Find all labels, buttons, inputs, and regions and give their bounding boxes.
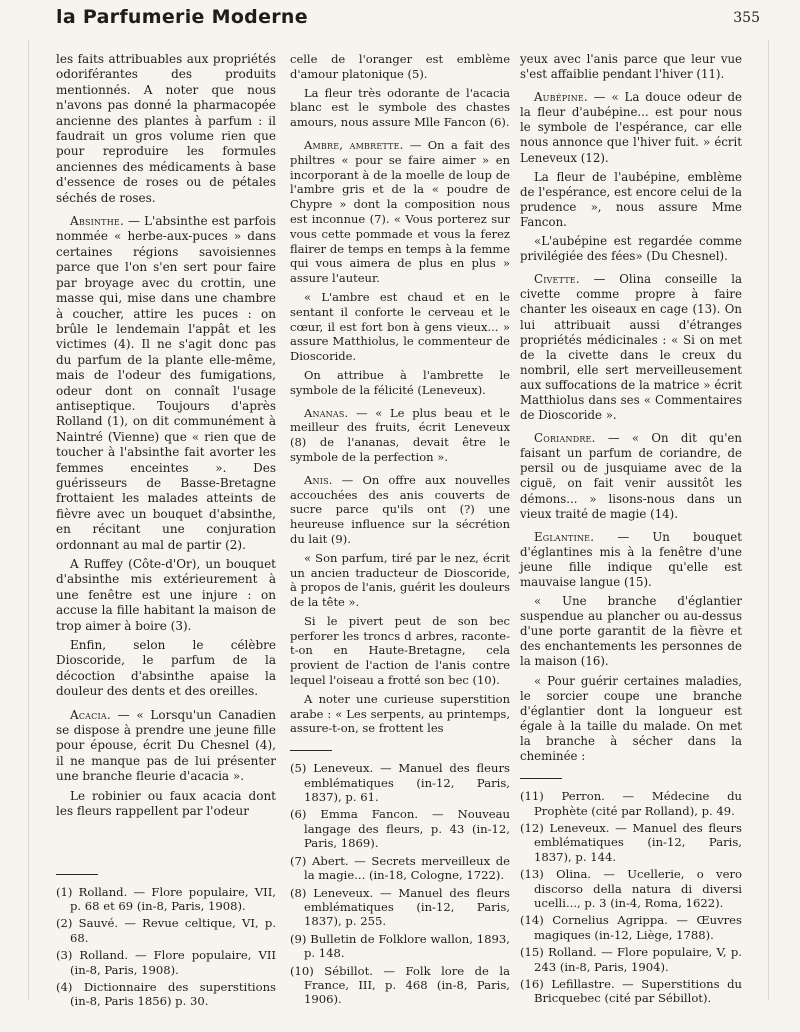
footnote: (4) Dictionnaire des superstitions (in-8, Paris 1856) p. 30.	[56, 979, 276, 1009]
footnote: (5) Leneveux. — Manuel des fleurs emblématiques (in-12, Paris, 1837), p. 61.	[290, 761, 510, 805]
entry-aubepine	[520, 90, 742, 165]
footnote: (3) Rolland. — Flore populaire, VII (in-8, Paris, 1908).	[56, 948, 276, 977]
footnote: (12) Leneveux. — Manuel des fleurs emblématiques (in-12, Paris, 1837), p. 144.	[520, 820, 742, 864]
paragraph: A noter une curieuse superstition arabe : « Les serpents, au printemps, assure-t-on, se frottent les	[290, 691, 510, 736]
text-column-2	[290, 52, 510, 1010]
entry-heading: Ananas.	[304, 405, 349, 420]
paragraph: La fleur de l'aubépine, emblème de l'espérance, est encore celui de la prudence », nous assure Mme Fancon.	[520, 169, 742, 229]
paragraph: Le robinier ou faux acacia dont les fleurs rappellent par l'odeur	[56, 788, 276, 819]
entry-text: — On offre aux nouvelles accouchées des anis couverts de sucre parce qu'ils ont (?) une heureuse influence sur la sécrétion du lait (9).	[290, 472, 510, 546]
entry-eglantine	[520, 530, 742, 590]
entry-text: — Olina conseille la civette comme propre à faire chanter les oiseaux en cage (13). On lui attribuait aussi d'étranges propriétés médicinales : « Si on met de la civette dans le creux du nombril, elle sert merveilleusement aux suffocations de la matrice » écrit Matthiolus dans ses « Commentaires de Dioscoride ».	[520, 272, 742, 423]
entry-anis	[290, 473, 510, 547]
journal-title: la Parfumerie Moderne	[56, 6, 308, 28]
entry-heading: Eglantine.	[534, 529, 595, 544]
paragraph: « Une branche d'églantier suspendue au plancher ou au-dessus d'une porte garantit de la fièvre et des enchantements les personnes de la maison (16).	[520, 594, 742, 669]
footnotes	[520, 778, 742, 1006]
footnote: (10) Sébillot. — Folk lore de la France, III, p. 468 (in-8, Paris, 1906).	[290, 963, 510, 1007]
paragraph: celle de l'oranger est emblème d'amour platonique (5).	[290, 52, 510, 81]
entry-text: — « Lorsqu'un Canadien se dispose à prendre une jeune fille pour épouse, écrit Du Chesnel (4), il ne manque pas de lui présenter une branche fleurie d'acacia ».	[56, 707, 276, 784]
entry-text: — « La douce odeur de la fleur d'aubépine... est pour nous le symbole de l'espérance, car elle nous annonce que l'hiver fuit. » écrit Leneveux (12).	[520, 90, 742, 165]
paragraph: « Son parfum, tiré par le nez, écrit un ancien traducteur de Dioscoride, à propos de l'anis, guérit les douleurs de la tête ».	[290, 550, 510, 610]
text-column-3	[520, 52, 742, 1009]
footnote: (6) Emma Fancon. — Nouveau langage des fleurs, p. 43 (in-12, Paris, 1869).	[290, 807, 510, 851]
entry-heading: Aubépine.	[534, 90, 588, 105]
footnote: (7) Abert. — Secrets merveilleux de la magie... (in-18, Cologne, 1722).	[290, 853, 510, 883]
footnote: (13) Olina. — Ucellerie, o vero discorso della natura di diversi ucelli..., p. 3 (in-4, Roma, 1622).	[520, 867, 742, 910]
footnote: (14) Cornelius Agrippa. — Œuvres magiques (in-12, Liège, 1788).	[520, 913, 742, 942]
paragraph: Enfin, selon le célèbre Dioscoride, le parfum de la décoction d'absinthe apaise la douleur des dents et des oreilles.	[56, 638, 276, 699]
entry-heading: Civette.	[534, 272, 580, 287]
footnote-rule	[290, 750, 332, 751]
footnote: (11) Perron. — Médecine du Prophète (cité par Rolland), p. 49.	[520, 789, 742, 818]
page-edge-right	[768, 40, 769, 1000]
paragraph: « L'ambre est chaud et en le sentant il conforte le cerveau et le cœur, il est fort bon à gens vieux... » assure Matthiolus, le commenteur de Dioscoride.	[290, 289, 510, 364]
footnote-rule	[520, 778, 562, 779]
entry-heading: Coriandre.	[534, 431, 596, 446]
entry-heading: Absinthe.	[70, 214, 124, 229]
paragraph: Si le pivert peut de son bec perforer les troncs d arbres, raconte-t-on en Haute-Bretagne, cela provient de l'action de l'anis contre lequel l'oiseau a frotté son bec (10).	[290, 613, 510, 688]
entry-heading: Acacia.	[70, 707, 111, 722]
entry-acacia	[56, 708, 276, 785]
entry-civette	[520, 272, 742, 423]
footnote: (8) Leneveux. — Manuel des fleurs emblématiques (in-12, Paris, 1837), p. 255.	[290, 885, 510, 929]
footnotes	[56, 874, 276, 1009]
page-edge-left	[28, 40, 29, 1000]
entry-text: — Un bouquet d'églantines mis à la fenêtre d'une jeune fille indique qu'elle est mauvaise langue (15).	[520, 529, 742, 589]
entry-ananas	[290, 406, 510, 465]
footnote: (9) Bulletin de Folklore wallon, 1893, p. 148.	[290, 931, 510, 961]
entry-text: — L'absinthe est parfois nommée « herbe-aux-puces » dans certaines régions savoisiennes parce que l'on s'en sert pour faire par broyage avec du crottin, une masse qui, mise dans une chambre à coucher, attire les puces : on brûle le lendemain l'appât et les victimes (4). Il ne s'agit donc pas du parfum de la plante elle-même, mais de l'odeur des fumigations, odeur dont on connaît l'usage antiseptique. Toujours d'après Rolland (1), on dit communément à Naintré (Vienne) que « rien que de toucher à l'absinthe fait avorter les femmes enceintes ». Des guérisseurs de Basse-Bretagne frottaient les malades atteints de fièvre avec un bouquet d'absinthe, en récitant une conjuration ordonnant au mal de partir (2).	[56, 214, 276, 552]
paragraph: «L'aubépine est regardée comme privilégiée des fées» (Du Chesnel).	[520, 234, 742, 264]
paragraph: les faits attribuables aux propriétés odoriférantes des produits mentionnés. A noter que nous n'avons pas donné la pharmacopée ancienne des plantes à parfum : il faudrait un gros volume rien que pour reproduire les formules anciennes des médicaments à base d'essence de roses ou de pétales séchés de roses.	[56, 52, 276, 205]
entry-text: — On a fait des philtres « pour se faire aimer » en incorporant à de la moelle de loup de l'ambre gris et de la « poudre de Chypre » dont la composition nous est inconnue (7). « Vous porterez sur vous cette pommade et vous la ferez flairer de temps en temps à la femme qui vous aimera de plus en plus » assure l'auteur.	[290, 137, 511, 286]
entry-ambre	[290, 138, 510, 286]
entry-text: — « On dit qu'en faisant un parfum de coriandre, de persil ou de jusquiame avec de la ciguë, on fait venir aussitôt les démons... » lisons-nous dans un vieux traité de magie (14).	[520, 431, 742, 521]
footnote: (2) Sauvé. — Revue celtique, VI, p. 68.	[56, 916, 276, 945]
entry-absinthe	[56, 214, 276, 553]
paragraph: yeux avec l'anis parce que leur vue s'est affaiblie pendant l'hiver (11).	[520, 52, 742, 82]
entry-coriandre	[520, 431, 742, 522]
paragraph: La fleur très odorante de l'acacia blanc est le symbole des chastes amours, nous assure Mlle Fancon (6).	[290, 85, 510, 130]
paragraph: On attribue à l'ambrette le symbole de la félicité (Leneveux).	[290, 367, 510, 397]
footnotes	[290, 750, 510, 1007]
running-head	[56, 6, 760, 30]
paragraph: « Pour guérir certaines maladies, le sorcier coupe une branche d'églantier dont la longueur est égale à la taille du malade. On met la branche à sécher dans la cheminée :	[520, 673, 742, 764]
footnote: (16) Lefillastre. — Superstitions du Bricquebec (cité par Sébillot).	[520, 977, 742, 1006]
entry-heading: Ambre, ambrette.	[304, 137, 404, 152]
entry-heading: Anis.	[304, 472, 333, 487]
footnote: (1) Rolland. — Flore populaire, VII, p. 68 et 69 (in-8, Paris, 1908).	[56, 884, 276, 913]
footnote: (15) Rolland. — Flore populaire, V, p. 243 (in-8, Paris, 1904).	[520, 945, 742, 974]
entry-text: — « Le plus beau et le meilleur des fruits, écrit Leneveux (8) de l'ananas, devait être le symbole de la perfection ».	[290, 405, 510, 464]
page-number: 355	[733, 10, 760, 26]
paragraph: A Ruffey (Côte-d'Or), un bouquet d'absinthe mis extérieurement à une fenêtre est une injure : on accuse la fille habitant la maison de trop aimer à boire (3).	[56, 557, 276, 633]
footnote-rule	[56, 874, 98, 875]
text-column-1	[56, 52, 276, 1012]
